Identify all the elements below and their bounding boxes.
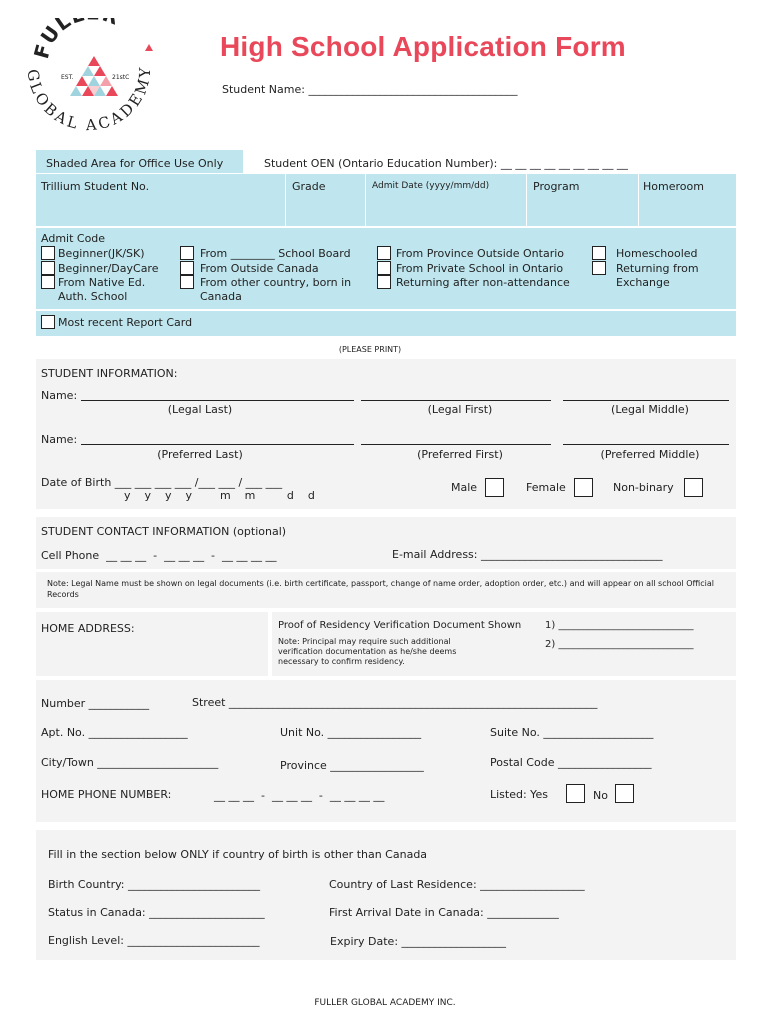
listed-yes-checkbox[interactable] xyxy=(566,784,585,803)
office-shaded-label: Shaded Area for Office Use Only xyxy=(46,157,224,170)
cell-phone-field[interactable]: Cell Phone __ __ __ - __ __ __ - __ __ __ __ xyxy=(41,549,277,562)
postal-code-field[interactable]: Postal Code _________________ xyxy=(490,756,652,769)
logo-brand-top: FUL xyxy=(29,18,76,62)
legal-first-caption: (Legal First) xyxy=(427,403,493,416)
logo-est: EST. xyxy=(61,74,74,81)
expiry-date-field[interactable]: Expiry Date: ___________________ xyxy=(330,935,507,948)
home-address-label: HOME ADDRESS: xyxy=(41,622,135,635)
street-field[interactable]: Street ___________________________________________________________________ xyxy=(192,696,598,709)
outside-canada-label: From Outside Canada xyxy=(200,262,319,275)
female-label: Female xyxy=(526,481,566,494)
returning-nonattendance-checkbox[interactable] xyxy=(377,275,391,289)
logo-emblem xyxy=(18,18,168,138)
returning-exchange-label: Returning from Exchange xyxy=(616,262,699,289)
small-triangle-icon xyxy=(145,44,153,51)
number-field[interactable]: Number ___________ xyxy=(41,697,150,710)
report-card-checkbox[interactable] xyxy=(41,315,55,329)
logo xyxy=(18,18,168,138)
legal-last-input[interactable] xyxy=(81,400,354,401)
report-card-label: Most recent Report Card xyxy=(58,316,193,329)
other-country-checkbox[interactable] xyxy=(180,275,194,289)
dob-field[interactable]: Date of Birth ___ ___ ___ ___ /___ ___ / ___ ___ xyxy=(41,476,283,489)
logo-year: 21stC xyxy=(112,74,130,81)
status-canada-field[interactable]: Status in Canada: _____________________ xyxy=(48,906,265,919)
province-outside-checkbox[interactable] xyxy=(377,246,391,260)
proof-document-2[interactable]: 2) ___________________________ xyxy=(545,639,694,650)
page-title: High School Application Form xyxy=(220,31,626,62)
nonbinary-label: Non-binary xyxy=(613,481,674,494)
col-homeroom: Homeroom xyxy=(643,180,704,193)
admit-code-label: Admit Code xyxy=(41,232,106,245)
school-board-label: From ________ School Board xyxy=(200,247,351,260)
birth-country-field[interactable]: Birth Country: ________________________ xyxy=(48,878,261,891)
returning-exchange-checkbox[interactable] xyxy=(592,261,606,275)
logo-brand-bottom: GLOBAL ACADEMY xyxy=(23,64,155,135)
proof-residency-label: Proof of Residency Verification Document Shown xyxy=(278,620,522,631)
listed-label: Listed: Yes xyxy=(490,788,548,801)
dob-hint: y y y y m m d d xyxy=(124,489,315,502)
province-outside-label: From Province Outside Ontario xyxy=(396,247,565,260)
proof-document-1[interactable]: 1) ___________________________ xyxy=(545,620,694,631)
preferred-middle-caption: (Preferred Middle) xyxy=(600,448,700,461)
returning-nonattendance-label: Returning after non-attendance xyxy=(396,276,570,289)
outside-canada-checkbox[interactable] xyxy=(180,261,194,275)
apt-field[interactable]: Apt. No. __________________ xyxy=(41,726,188,739)
footer-text: FULLER GLOBAL ACADEMY INC. xyxy=(314,998,456,1008)
preferred-name-label: Name: xyxy=(41,433,78,446)
legal-name-label: Name: xyxy=(41,389,78,402)
other-country-label: From other country, born in Canada xyxy=(200,276,352,303)
male-checkbox[interactable] xyxy=(485,478,504,497)
male-label: Male xyxy=(451,481,478,494)
beginner-jksk-label: Beginner(JK/SK) xyxy=(58,247,145,260)
native-ed-checkbox[interactable] xyxy=(41,275,55,289)
email-field[interactable]: E-mail Address: _________________________________ xyxy=(392,548,663,561)
private-school-checkbox[interactable] xyxy=(377,261,391,275)
beginner-jksk-checkbox[interactable] xyxy=(41,246,55,260)
homeschooled-label: Homeschooled xyxy=(616,247,698,260)
listed-no-checkbox[interactable] xyxy=(615,784,634,803)
private-school-label: From Private School in Ontario xyxy=(396,262,564,275)
arrival-date-field[interactable]: First Arrival Date in Canada: _____________ xyxy=(329,906,559,919)
last-residence-field[interactable]: Country of Last Residence: ___________________ xyxy=(329,878,585,891)
col-program: Program xyxy=(533,180,580,193)
province-field[interactable]: Province _________________ xyxy=(280,759,424,772)
svg-text:FULLER xyxy=(29,18,123,61)
listed-no-label: No xyxy=(593,789,608,802)
preferred-last-input[interactable] xyxy=(81,444,354,445)
suite-field[interactable]: Suite No. ____________________ xyxy=(490,726,654,739)
native-ed-label: From Native Ed. Auth. School xyxy=(58,276,146,303)
col-admit-date: Admit Date (yyyy/mm/dd) xyxy=(372,181,490,191)
legal-middle-input[interactable] xyxy=(563,400,729,401)
legal-name-note: Note: Legal Name must be shown on legal documents (i.e. birth certificate, passport, change of name order, adoption order, etc.) and will appear on all school Official Records xyxy=(47,579,715,599)
col-trillium: Trillium Student No. xyxy=(41,180,150,193)
col-grade: Grade xyxy=(292,180,326,193)
beginner-daycare-label: Beginner/DayCare xyxy=(58,262,159,275)
nonbinary-checkbox[interactable] xyxy=(684,478,703,497)
student-info-heading: STUDENT INFORMATION: xyxy=(41,367,178,380)
homeschooled-checkbox[interactable] xyxy=(592,246,606,260)
principal-note: Note: Principal may require such additional verification documentation as he/she deems necessary to confirm residency. xyxy=(278,637,457,666)
legal-last-caption: (Legal Last) xyxy=(167,403,233,416)
birth-section-heading: Fill in the section below ONLY if country of birth is other than Canada xyxy=(48,848,428,861)
preferred-first-caption: (Preferred First) xyxy=(417,448,503,461)
contact-heading: STUDENT CONTACT INFORMATION (optional) xyxy=(41,525,287,538)
please-print-note: (PLEASE PRINT) xyxy=(338,345,402,354)
preferred-last-caption: (Preferred Last) xyxy=(157,448,243,461)
female-checkbox[interactable] xyxy=(574,478,593,497)
preferred-middle-input[interactable] xyxy=(563,444,729,445)
home-phone-label: HOME PHONE NUMBER: xyxy=(41,788,172,801)
legal-middle-caption: (Legal Middle) xyxy=(611,403,689,416)
preferred-first-input[interactable] xyxy=(361,444,551,445)
legal-first-input[interactable] xyxy=(361,400,551,401)
beginner-daycare-checkbox[interactable] xyxy=(41,261,55,275)
english-level-field[interactable]: English Level: ________________________ xyxy=(48,934,260,947)
unit-field[interactable]: Unit No. _________________ xyxy=(280,726,422,739)
triangle-icon xyxy=(70,56,118,96)
student-name-field[interactable]: Student Name: ______________________________________ xyxy=(222,83,518,96)
oen-field[interactable]: Student OEN (Ontario Education Number): __ __ __ __ __ __ __ __ __ xyxy=(264,157,628,170)
home-phone-field[interactable]: __ __ __ - __ __ __ - __ __ __ __ xyxy=(214,789,385,802)
city-field[interactable]: City/Town ______________________ xyxy=(41,756,219,769)
school-board-checkbox[interactable] xyxy=(180,246,194,260)
